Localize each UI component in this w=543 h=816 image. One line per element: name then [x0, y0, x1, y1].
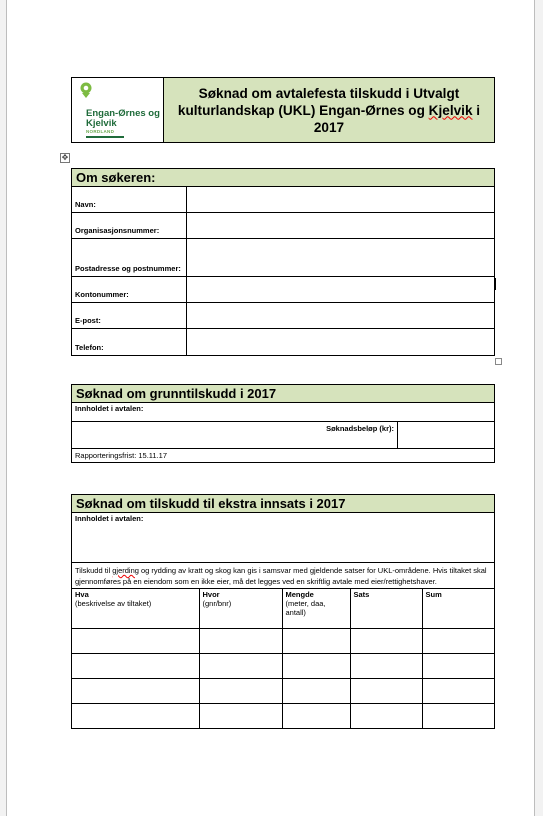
table-cell[interactable] — [199, 703, 282, 728]
text-cursor — [495, 278, 496, 290]
amount-label: Søknadsbeløp (kr): — [72, 422, 398, 448]
column-subtitle: (beskrivelse av tiltaket) — [75, 599, 152, 608]
field-label: Organisasjonsnummer: — [72, 213, 187, 238]
field-label: Navn: — [72, 187, 187, 212]
document-title — [164, 78, 494, 142]
para-misspelled-word: gjerding — [112, 566, 139, 575]
account-input-cell[interactable] — [187, 277, 494, 302]
extra-effort-section — [71, 494, 495, 729]
field-row-address — [72, 239, 494, 277]
field-label: Postadresse og postnummer: — [72, 239, 187, 276]
table-cell[interactable] — [282, 628, 350, 653]
field-row-email — [72, 303, 494, 329]
title-text — [178, 85, 480, 136]
column-header-sats — [350, 589, 422, 628]
logo-pin-icon — [79, 82, 93, 98]
document-page — [6, 0, 535, 816]
column-title: Hvor — [202, 590, 220, 599]
table-cell[interactable] — [350, 703, 422, 728]
email-input-cell[interactable] — [187, 303, 494, 328]
table-cell[interactable] — [422, 703, 494, 728]
field-row-phone — [72, 329, 494, 355]
org-number-input-cell[interactable] — [187, 213, 494, 238]
table-cell[interactable] — [422, 628, 494, 653]
name-input-cell[interactable] — [187, 187, 494, 212]
field-label: E-post: — [72, 303, 187, 328]
grant-info-paragraph — [72, 563, 494, 589]
field-row-org — [72, 213, 494, 239]
column-title: Hva — [75, 590, 89, 599]
table-move-handle-icon[interactable]: ✥ — [61, 153, 69, 162]
table-cell[interactable] — [282, 653, 350, 678]
agreement-content-cell[interactable] — [72, 414, 494, 421]
column-title: Mengde — [285, 590, 314, 599]
table-row — [72, 653, 494, 678]
table-row — [72, 678, 494, 703]
table-cell[interactable] — [72, 703, 199, 728]
amount-row — [72, 421, 494, 449]
measures-table — [72, 589, 494, 728]
title-line1: Søknad om avtalefesta tilskudd i Utvalgt — [198, 85, 460, 101]
title-line3: 2017 — [313, 119, 345, 135]
amount-input-cell[interactable] — [398, 422, 494, 448]
table-row — [72, 628, 494, 653]
applicant-section — [71, 168, 495, 356]
field-row-account — [72, 277, 494, 303]
base-grant-section — [71, 384, 495, 463]
logo-bar — [86, 136, 124, 138]
table-resize-handle-icon[interactable] — [495, 358, 502, 365]
field-label: Telefon: — [72, 329, 187, 355]
logo-name-line1: Engan-Ørnes og — [86, 108, 160, 119]
table-cell[interactable] — [199, 628, 282, 653]
extra-agreement-content-cell[interactable] — [72, 513, 494, 563]
extra-effort-heading: Søknad om tilskudd til ekstra innsats i 2017 — [72, 495, 494, 513]
table-row — [72, 703, 494, 728]
table-cell[interactable] — [350, 653, 422, 678]
extra-agreement-content-label: Innholdet i avtalen: — [75, 514, 144, 523]
column-title: Sum — [425, 590, 442, 599]
column-header-sum — [422, 589, 494, 628]
table-cell[interactable] — [422, 678, 494, 703]
base-grant-heading: Søknad om grunntilskudd i 2017 — [72, 385, 494, 403]
header-table — [71, 77, 495, 143]
para-start: Tilskudd til — [75, 566, 113, 575]
table-cell[interactable] — [72, 628, 199, 653]
title-misspelled-word: Kjelvik — [428, 102, 473, 118]
address-input-cell[interactable] — [187, 239, 494, 276]
column-title: Sats — [353, 590, 370, 599]
table-cell[interactable] — [422, 653, 494, 678]
table-cell[interactable] — [350, 678, 422, 703]
column-header-mengde — [282, 589, 350, 628]
applicant-heading: Om søkeren: — [72, 169, 494, 187]
table-cell[interactable] — [282, 678, 350, 703]
table-cell[interactable] — [350, 628, 422, 653]
phone-input-cell[interactable] — [187, 329, 494, 355]
logo-name-line2: Kjelvik — [86, 118, 117, 129]
table-cell[interactable] — [72, 653, 199, 678]
column-subtitle: (gnr/bnr) — [202, 599, 232, 608]
field-row-navn — [72, 187, 494, 213]
title-line2-end: i — [472, 102, 481, 118]
title-line2: kulturlandskap (UKL) Engan-Ørnes og — [177, 102, 429, 118]
table-cell[interactable] — [199, 678, 282, 703]
logo-subtitle: NORDLAND — [86, 129, 115, 134]
column-header-hva — [72, 589, 199, 628]
report-deadline: Rapporteringsfrist: 15.11.17 — [75, 451, 167, 460]
para-rest: og rydding av kratt og skog kan gis i samsvar med gjeldende satser for UKL-områdene. Hvis tiltaket skal gjennomføres på en eiendom som en ikke eier, må det legges ved en skriftlig avtale med eier/rettighetshaver. — [75, 566, 487, 586]
column-subtitle: (meter, daa, antall) — [285, 599, 326, 617]
field-label: Kontonummer: — [72, 277, 187, 302]
table-cell[interactable] — [72, 678, 199, 703]
logo-name — [86, 109, 160, 129]
logo — [72, 78, 164, 142]
column-header-hvor — [199, 589, 282, 628]
agreement-content-label: Innholdet i avtalen: — [75, 404, 144, 413]
table-cell[interactable] — [199, 653, 282, 678]
table-cell[interactable] — [282, 703, 350, 728]
table-header-row — [72, 589, 494, 628]
